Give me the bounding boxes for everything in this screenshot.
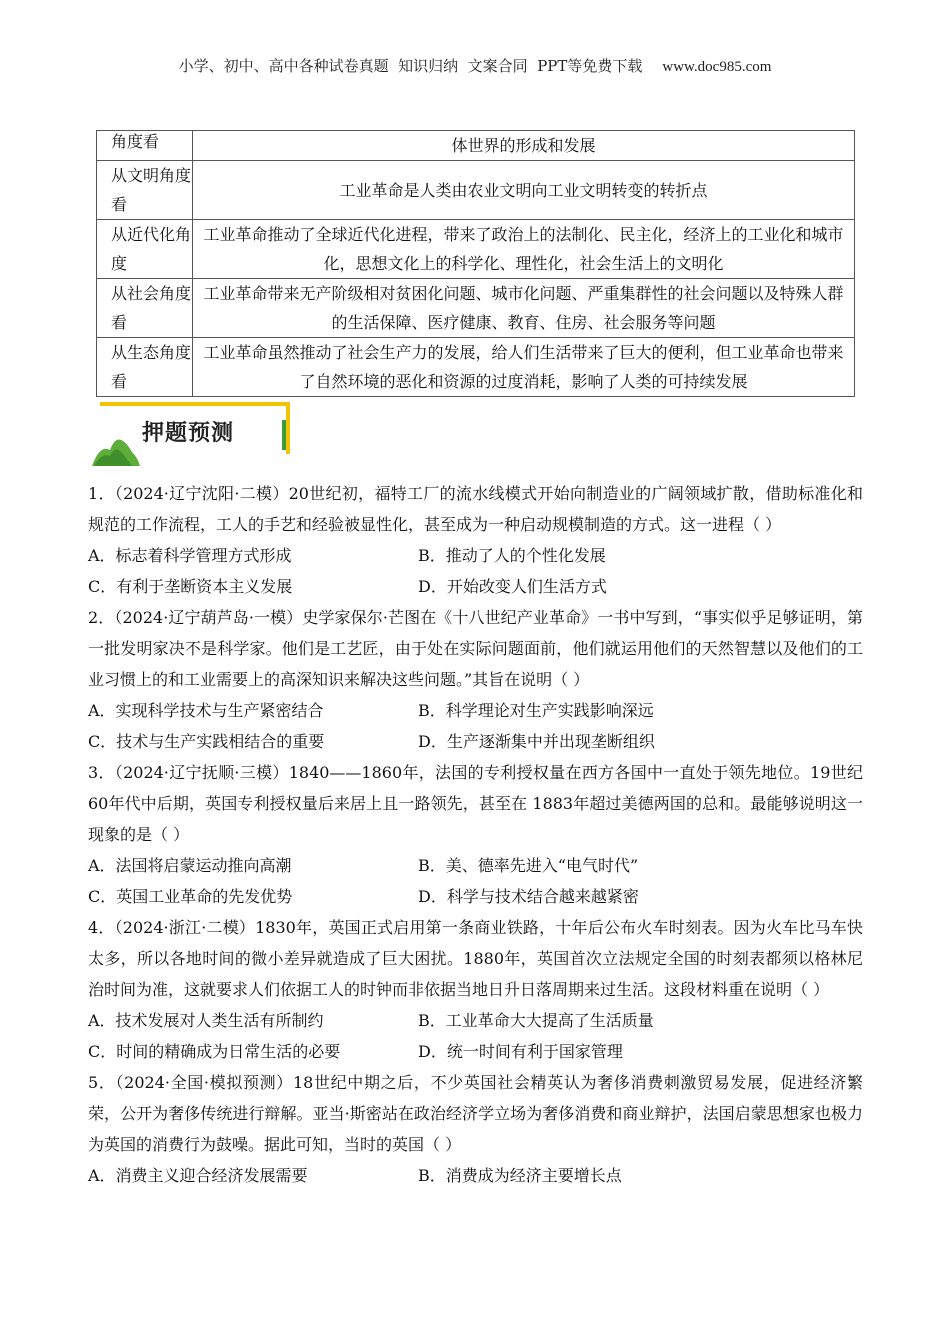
header-text: 小学、初中、高中各种试卷真题 知识归纳 文案合同 PPT等免费下载 xyxy=(178,57,643,75)
option-d[interactable]: D．生产逐渐集中并出现垄断组织 xyxy=(418,732,655,751)
options xyxy=(88,540,863,602)
option-c[interactable]: C．有利于垄断资本主义发展 xyxy=(88,577,293,596)
options xyxy=(88,850,863,912)
row-label: 从近代化角度 xyxy=(97,220,193,279)
option-a[interactable]: A．法国将启蒙运动推向高潮 xyxy=(88,856,292,875)
row-label: 从生态角度看 xyxy=(97,338,193,397)
row-text: 工业革命是人类由农业文明向工业文明转变的转折点 xyxy=(193,161,855,220)
row-text: 工业革命推动了全球近代化进程，带来了政治上的法制化、民主化，经济上的工业化和城市化，思想文化上的科学化、理性化，社会生活上的文明化 xyxy=(193,220,855,279)
question-4 xyxy=(88,912,863,1067)
row-text: 体世界的形成和发展 xyxy=(193,131,855,161)
option-d[interactable]: D．统一时间有利于国家管理 xyxy=(418,1042,623,1061)
hill-icon xyxy=(92,422,142,468)
table-row xyxy=(97,279,855,338)
option-a[interactable]: A．标志着科学管理方式形成 xyxy=(88,546,292,565)
banner-title: 押题预测 xyxy=(142,421,235,446)
option-d[interactable]: D．科学与技术结合越来越紧密 xyxy=(418,887,639,906)
question-2 xyxy=(88,602,863,757)
option-a[interactable]: A．实现科学技术与生产紧密结合 xyxy=(88,701,324,720)
question-stem: 4．（2024·浙江·二模）1830年，英国正式启用第一条商业铁路，十年后公布火车时刻表。因为火车比马车快太多，所以各地时间的微小差异就造成了巨大困扰。1880年，英国首次立法规定全国的时刻表都须以格林尼治时间为准，这就要求人们依据工人的时钟而非依据当地日升日落周期来过生活。这段材料重在说明（ ） xyxy=(88,918,863,999)
option-b[interactable]: B．美、德率先进入“电气时代” xyxy=(418,856,639,875)
row-label: 从社会角度看 xyxy=(97,279,193,338)
row-text: 工业革命带来无产阶级相对贫困化问题、城市化问题、严重集群性的社会问题以及特殊人群的生活保障、医疗健康、教育、住房、社会服务等问题 xyxy=(193,279,855,338)
row-label: 从文明角度看 xyxy=(97,161,193,220)
row-text: 工业革命虽然推动了社会生产力的发展，给人们生活带来了巨大的便利，但工业革命也带来了自然环境的恶化和资源的过度消耗，影响了人类的可持续发展 xyxy=(193,338,855,397)
table-row xyxy=(97,131,855,161)
row-label: 角度看 xyxy=(97,131,193,161)
option-a[interactable]: A．消费主义迎合经济发展需要 xyxy=(88,1166,308,1185)
option-b[interactable]: B．科学理论对生产实践影响深远 xyxy=(418,701,654,720)
options xyxy=(88,1005,863,1067)
header-url[interactable]: www.doc985.com xyxy=(662,59,772,75)
question-5 xyxy=(88,1067,863,1191)
question-list xyxy=(88,478,863,1191)
page-header xyxy=(0,55,950,76)
option-c[interactable]: C．英国工业革命的先发优势 xyxy=(88,887,293,906)
question-stem: 2．（2024·辽宁葫芦岛·一模）史学家保尔·芒图在《十八世纪产业革命》一书中写到，“事实似乎足够证明，第一批发明家决不是科学家。他们是工艺匠，由于处在实际问题面前，他们就运用他们的天然智慧以及他们的工业习惯上的和工业需要上的高深知识来解决这些问题。”其旨在说明（ ） xyxy=(88,608,863,689)
table-row xyxy=(97,338,855,397)
question-1 xyxy=(88,478,863,602)
question-3 xyxy=(88,757,863,912)
section-banner xyxy=(92,402,297,466)
banner-accent xyxy=(282,420,286,450)
option-b[interactable]: B．推动了人的个性化发展 xyxy=(418,546,606,565)
options xyxy=(88,1160,863,1191)
question-stem: 3．（2024·辽宁抚顺·三模）1840——1860年，法国的专利授权量在西方各国中一直处于领先地位。19世纪60年代中后期，英国专利授权量后来居上且一路领先，甚至在 1883年超过美德两国的总和。最能够说明这一现象的是（ ） xyxy=(88,763,863,844)
question-stem: 1．（2024·辽宁沈阳·二模）20世纪初，福特工厂的流水线模式开始向制造业的广阔领域扩散，借助标准化和规范的工作流程，工人的手艺和经验被显性化，甚至成为一种启动规模制造的方式。这一进程（ ） xyxy=(88,484,863,534)
options xyxy=(88,695,863,757)
option-b[interactable]: B．消费成为经济主要增长点 xyxy=(418,1166,622,1185)
table-row xyxy=(97,161,855,220)
option-a[interactable]: A．技术发展对人类生活有所制约 xyxy=(88,1011,324,1030)
option-c[interactable]: C．时间的精确成为日常生活的必要 xyxy=(88,1042,341,1061)
table-row xyxy=(97,220,855,279)
summary-table xyxy=(96,130,855,397)
question-stem: 5．（2024·全国·模拟预测）18世纪中期之后，不少英国社会精英认为奢侈消费刺激贸易发展，促进经济繁荣，公开为奢侈传统进行辩解。亚当·斯密站在政治经济学立场为奢侈消费和商业辩护，法国启蒙思想家也极力为英国的消费行为鼓噪。据此可知，当时的英国（ ） xyxy=(88,1073,863,1154)
option-d[interactable]: D．开始改变人们生活方式 xyxy=(418,577,607,596)
option-b[interactable]: B．工业革命大大提高了生活质量 xyxy=(418,1011,654,1030)
option-c[interactable]: C．技术与生产实践相结合的重要 xyxy=(88,732,325,751)
